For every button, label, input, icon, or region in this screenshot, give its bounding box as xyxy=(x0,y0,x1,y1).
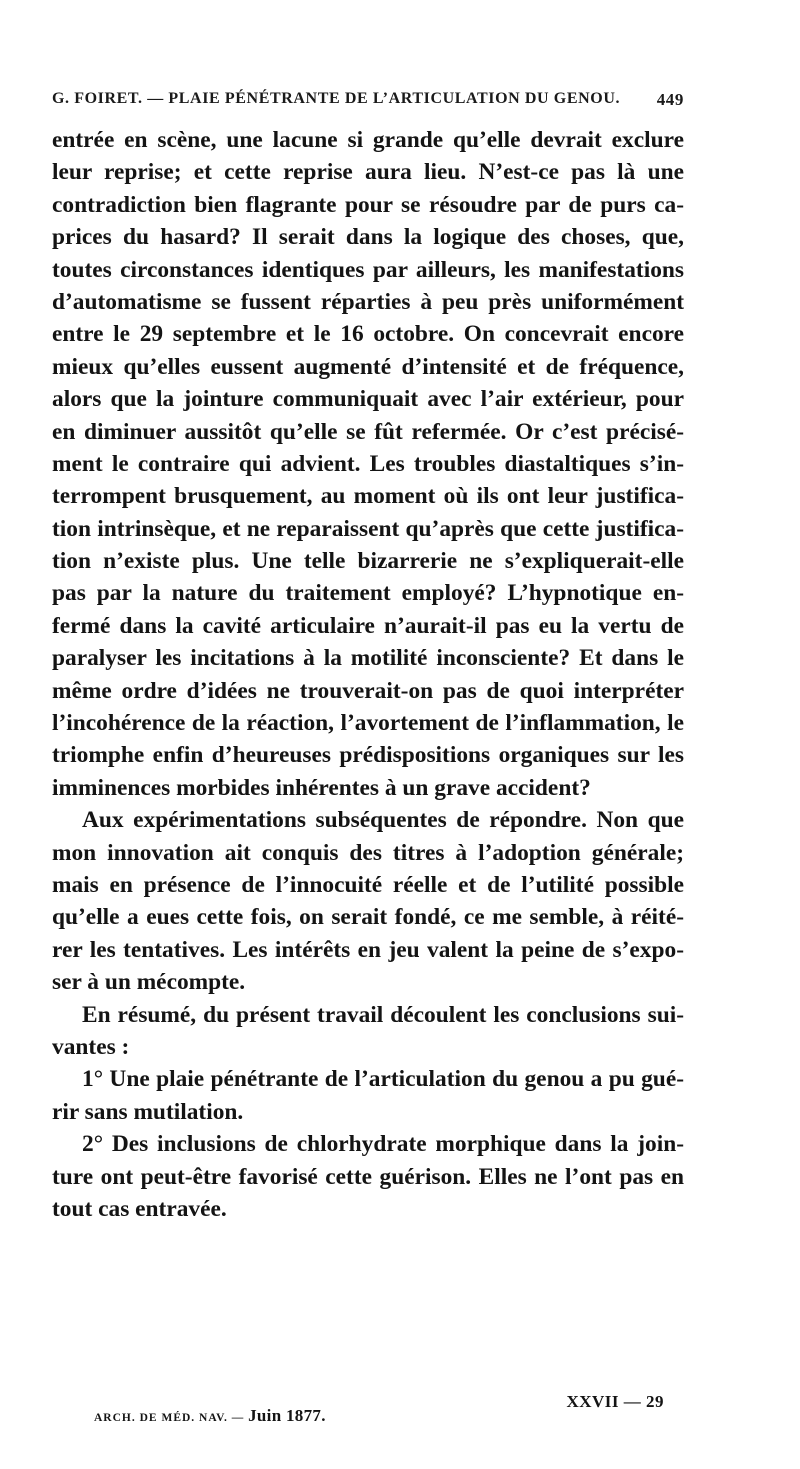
text-line: mais en présence de l’innocuité réelle et de l’utilité possible xyxy=(52,871,684,898)
text-line: ture ont peut-être favorisé cette guérison. Elles ne l’ont pas en xyxy=(52,1163,684,1190)
text-line: mieux qu’elles eussent augmenté d’intensité et de fréquence, xyxy=(52,353,684,380)
text-line: même ordre d’idées ne trouverait-on pas de quoi interpréter xyxy=(52,677,684,704)
text-line: En résumé, du présent travail découlent les conclusions sui- xyxy=(82,1001,684,1028)
text-line: prices du hasard? Il serait dans la logique des choses, que, xyxy=(52,224,684,251)
text-line: Aux expérimentations subséquentes de répondre. Non que xyxy=(82,807,684,834)
journal-citation xyxy=(94,1406,326,1426)
text-line: vantes : xyxy=(52,1033,130,1060)
text-line: leur reprise; et cette reprise aura lieu. N’est-ce pas là une xyxy=(52,159,684,186)
text-line: ment le contraire qui advient. Les troubles diastaltiques s’in- xyxy=(52,450,684,477)
text-line: tout cas entravée. xyxy=(52,1195,227,1222)
text-line: contradiction bien flagrante pour se résoudre par de purs ca- xyxy=(52,191,684,218)
text-line: tion n’existe plus. Une telle bizarrerie ne s’expliquerait-elle xyxy=(52,548,684,575)
text-line: imminences morbides inhérentes à un grave accident? xyxy=(52,774,591,801)
text-line: l’incohérence de la réaction, l’avortement de l’inflammation, le xyxy=(52,710,684,737)
text-line: qu’elle a eues cette fois, on serait fondé, ce me semble, à réité- xyxy=(52,904,684,931)
signature-mark: XXVII — 29 xyxy=(566,1392,664,1411)
page-footer xyxy=(94,1392,686,1428)
text-line: rir sans mutilation. xyxy=(52,1098,244,1125)
text-line: toutes circonstances identiques par ailleurs, les manifestations xyxy=(52,256,684,283)
text-line: d’automatisme se fussent réparties à peu près uniformément xyxy=(52,288,684,315)
text-line: paralyser les incitations à la motilité inconsciente? Et dans le xyxy=(52,645,684,672)
text-line: terrompent brusquement, au moment où ils ont leur justifica- xyxy=(52,483,684,510)
text-line: triomphe enfin d’heureuses prédispositions organiques sur les xyxy=(52,742,684,769)
page-number: 449 xyxy=(656,90,684,109)
text-line: entrée en scène, une lacune si grande qu’elle devrait exclure xyxy=(52,127,684,153)
running-head xyxy=(52,90,684,116)
text-line: fermé dans la cavité articulaire n’aurait-il pas eu la vertu de xyxy=(52,612,684,639)
text-line: pas par la nature du traitement employé? L’hypnotique en- xyxy=(52,580,684,607)
text-line: rer les tentatives. Les intérêts en jeu valent la peine de s’expo- xyxy=(52,936,684,963)
text-line: entre le 29 septembre et le 16 octobre. On concevrait encore xyxy=(52,321,684,348)
running-title: G. FOIRET. — PLAIE PÉNÉTRANTE DE L’ARTICULATION DU GENOU. xyxy=(52,90,621,107)
journal-name: ARCH. DE MÉD. NAV. — xyxy=(94,1412,245,1424)
text-line: 2° Des inclusions de chlorhydrate morphique dans la join- xyxy=(82,1131,684,1158)
text-line: 1° Une plaie pénétrante de l’articulation du genou a pu gué- xyxy=(82,1066,684,1093)
text-line: mon innovation ait conquis des titres à l’adoption générale; xyxy=(52,839,684,866)
text-line: tion intrinsèque, et ne reparaissent qu’après que cette justifica- xyxy=(52,515,684,542)
issue-date: Juin 1877. xyxy=(248,1406,326,1425)
text-line: alors que la jointure communiquait avec l’air extérieur, pour xyxy=(52,386,684,413)
body-text xyxy=(52,124,684,1225)
text-line: ser à un mécompte. xyxy=(52,969,246,996)
text-line: en diminuer aussitôt qu’elle se fût refermée. Or c’est précisé- xyxy=(52,418,684,445)
